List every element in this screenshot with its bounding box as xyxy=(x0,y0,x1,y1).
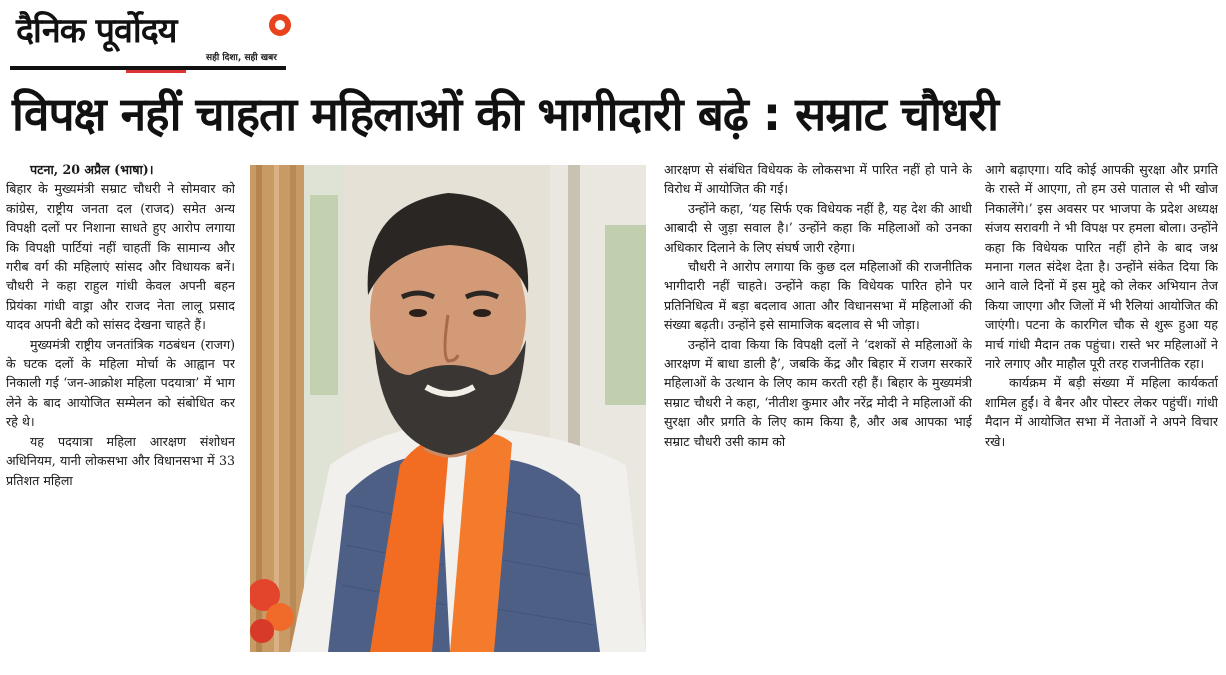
paragraph: उन्होंने दावा किया कि विपक्षी दलों ने ‘दशकों से महिलाओं के आरक्षण में बाधा डाली है’, जबकि केंद्र और बिहार में राजग सरकारें महिलाओं के उत्थान के लिए काम करती रही हैं। बिहार के मुख्यमंत्री सम्राट चौधरी ने कहा, ‘नीतीश कुमार और नरेंद्र मोदी ने महिलाओं की सुरक्षा और प्रगति के लिए काम किया है, और अब आपका भाई सम्राट चौधरी उसी काम को xyxy=(664,336,972,449)
masthead-accent-rule xyxy=(126,70,186,73)
paragraph: आरक्षण से संबंधित विधेयक के लोकसभा में पारित नहीं हो पाने के विरोध में आयोजित की गई। xyxy=(664,162,972,197)
masthead xyxy=(10,4,288,70)
news-photo xyxy=(250,165,646,652)
headline: विपक्ष नहीं चाहता महिलाओं की भागीदारी बढ़े : सम्राट चौधरी xyxy=(12,87,999,141)
newspaper-logo: दैनिक पूर्वोदय xyxy=(16,11,177,51)
paragraph: चौधरी ने आरोप लगाया कि कुछ दल महिलाओं की राजनीतिक भागीदारी नहीं चाहते। उन्होंने कहा कि विधेयक पारित होने पर प्रतिनिधित्व में बड़ा बदलाव आता और विधानसभा में महिलाओं की संख्या बढ़ती। उन्होंने इसे सामाजिक बदलाव से भी जोड़ा। xyxy=(664,259,972,333)
paragraph: कार्यक्रम में बड़ी संख्या में महिला कार्यकर्ता शामिल हुईं। वे बैनर और पोस्टर लेकर पहुंचीं। गांधी मैदान में आयोजित सभा में नेताओं ने अपने विचार रखे। xyxy=(985,375,1218,449)
paragraph: उन्होंने कहा, ‘यह सिर्फ एक विधेयक नहीं है, यह देश की आधी आबादी से जुड़ा सवाल है।’ उन्होंने कहा कि महिलाओं को उनका अधिकार दिलाने के लिए संघर्ष जारी रहेगा। xyxy=(664,200,972,255)
article-column-3 xyxy=(985,160,1218,665)
paragraph: आगे बढ़ाएगा। यदि कोई आपकी सुरक्षा और प्रगति के रास्ते में आएगा, तो हम उसे पाताल से भी खोज निकालेंगे।’ इस अवसर पर भाजपा के प्रदेश अध्यक्ष संजय सरावगी ने भी विपक्ष पर हमला बोला। उन्होंने कहा कि विधेयक पारित नहीं होने के बाद जश्न मनाना गलत संदेश देता है। उन्होंने संकेत दिया कि आने वाले दिनों में इस मुद्दे को लेकर अभियान तेज किया जाएगा और जिलों में भी रैलियां आयोजित की जाएंगी। पटना के कारगिल चौक से शुरू हुआ यह मार्च गांधी मैदान तक पहुंचा। रास्ते भर महिलाओं ने नारे लगाए और माहौल पूरी तरह राजनीतिक रहा। xyxy=(985,162,1218,372)
paragraph: यह पदयात्रा महिला आरक्षण संशोधन अधिनियम, यानी लोकसभा और विधानसभा में 33 प्रतिशत महिला xyxy=(6,433,235,488)
masthead-tagline: सही दिशा, सही खबर xyxy=(206,53,277,63)
paragraph: बिहार के मुख्यमंत्री सम्राट चौधरी ने सोमवार को कांग्रेस, राष्ट्रीय जनता दल (राजद) समेत अन्य विपक्षी दलों पर निशाना साधते हुए आरोप लगाया कि विपक्षी पार्टियां नहीं चाहतीं कि सामान्य और गरीब वर्ग की महिलाएं सांसद और विधायक बनें। चौधरी ने कहा राहुल गांधी केवल अपनी बहन प्रियंका गांधी वाड्रा और राजद नेता लालू प्रसाद यादव अपनी बेटी को सांसद देखना चाहते हैं। xyxy=(6,181,235,333)
article-column-1 xyxy=(6,160,235,665)
dateline: पटना, 20 अप्रैल (भाषा)। xyxy=(30,162,154,177)
portrait-illustration xyxy=(250,165,646,652)
logo-sun-icon xyxy=(269,14,291,36)
article-column-2 xyxy=(664,160,972,665)
paragraph: मुख्यमंत्री राष्ट्रीय जनतांत्रिक गठबंधन (राजग) के घटक दलों के महिला मोर्चा के आह्वान पर निकाली गई ‘जन-आक्रोश महिला पदयात्रा’ में भाग लेने के बाद आयोजित सम्मेलन को संबोधित कर रहे थे। xyxy=(6,336,235,430)
